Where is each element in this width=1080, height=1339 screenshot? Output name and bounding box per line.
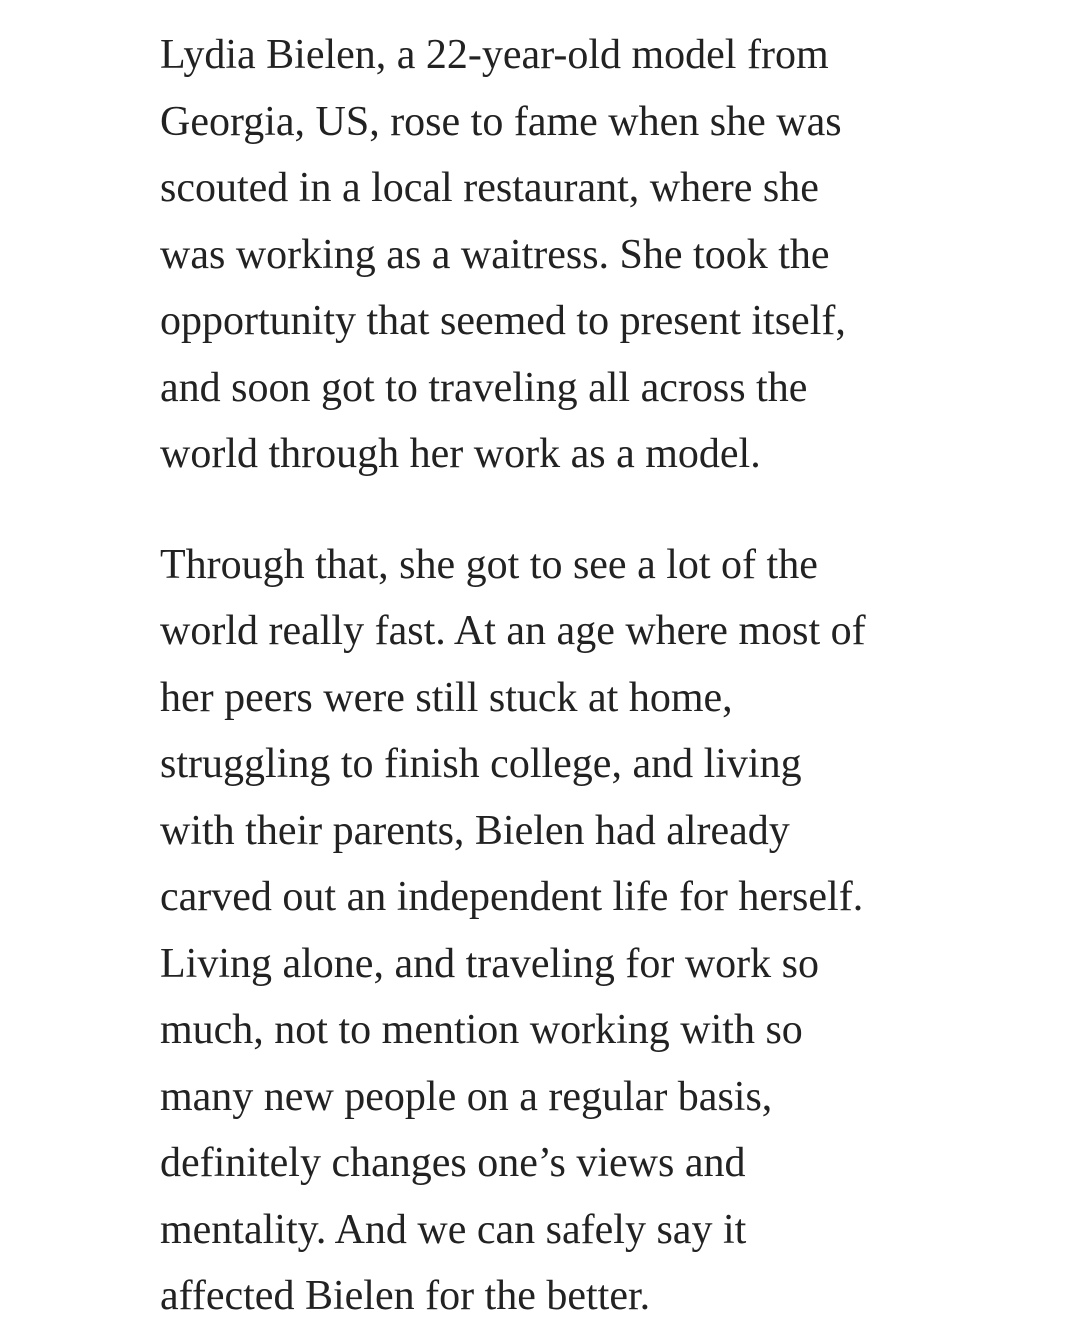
text-line: and soon got to traveling all across the bbox=[160, 364, 808, 411]
paragraph-2 bbox=[160, 532, 960, 1330]
text-line: definitely changes one’s views and bbox=[160, 1140, 746, 1186]
text-line: affected Bielen for the better. bbox=[160, 1273, 651, 1319]
text-line: world through her work as a model. bbox=[160, 431, 761, 477]
article-body bbox=[160, 22, 960, 1330]
paragraph-1 bbox=[160, 22, 960, 488]
text-line: Georgia, US, rose to fame when she was bbox=[160, 98, 842, 145]
text-line: mentality. And we can safely say it bbox=[160, 1206, 747, 1253]
text-line: with their parents, Bielen had already bbox=[160, 807, 790, 854]
text-line: world really fast. At an age where most of bbox=[160, 608, 866, 654]
text-line: struggling to finish college, and living bbox=[160, 741, 802, 787]
text-line: many new people on a regular basis, bbox=[160, 1073, 773, 1120]
text-line: Lydia Bielen, a 22-year-old model from bbox=[160, 32, 829, 78]
text-line: Through that, she got to see a lot of the bbox=[160, 541, 818, 588]
text-line: scouted in a local restaurant, where she bbox=[160, 165, 819, 211]
text-line: Living alone, and traveling for work so bbox=[160, 940, 819, 987]
text-line: her peers were still stuck at home, bbox=[160, 674, 733, 721]
text-line: opportunity that seemed to present itself, bbox=[160, 298, 846, 344]
paragraph-spacer bbox=[160, 488, 960, 532]
text-line: carved out an independent life for herself. bbox=[160, 874, 864, 920]
text-line: was working as a waitress. She took the bbox=[160, 231, 830, 278]
text-line: much, not to mention working with so bbox=[160, 1007, 803, 1053]
